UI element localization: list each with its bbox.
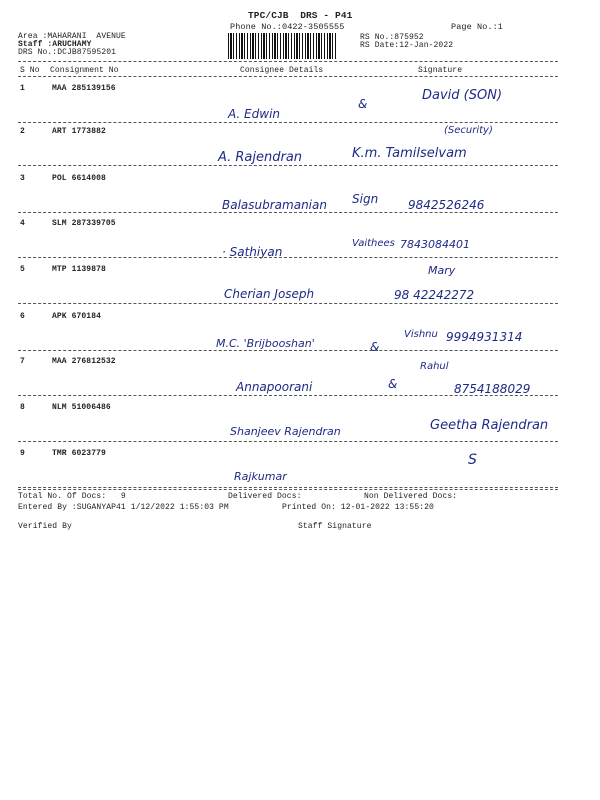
- receiver-signature: David (SON): [422, 88, 503, 103]
- barcode: [228, 33, 336, 59]
- staff-label: Staff :ARUCHAMY: [18, 40, 92, 49]
- row-divider: [18, 487, 558, 488]
- column-consignment: Consignment No: [50, 66, 119, 75]
- divider: [18, 76, 558, 77]
- row-divider: [18, 165, 558, 166]
- row-consignment-number: NLM 51006486: [52, 403, 111, 412]
- row-serial-number: 2: [20, 127, 25, 136]
- drs-number: DRS No.:DCJB87595201: [18, 48, 117, 57]
- phone-number: Phone No.:0422-3505555: [230, 22, 345, 32]
- document-title: TPC/CJB DRS - P41: [248, 10, 353, 21]
- consignee-mark: &: [388, 377, 398, 391]
- consignee-name: Shanjeev Rajendran: [230, 425, 341, 438]
- row-consignment-number: MAA 276812532: [52, 357, 116, 366]
- page-number: Page No.:1: [451, 22, 504, 32]
- row-divider: [18, 395, 558, 396]
- receiver-signature: S: [468, 452, 477, 468]
- receiver-signature: Rahul: [420, 361, 449, 372]
- printed-on: Printed On: 12-01-2022 13:55:20: [282, 503, 434, 512]
- receiver-signature: Vishnu: [404, 329, 438, 340]
- receiver-signature: Mary: [428, 264, 456, 277]
- delivered-docs: Delivered Docs:: [228, 492, 302, 501]
- row-consignment-number: SLM 287339705: [52, 219, 116, 228]
- consignee-name: Rajkumar: [234, 470, 287, 483]
- divider: [18, 489, 558, 490]
- row-serial-number: 5: [20, 265, 25, 274]
- consignee-name: A. Rajendran: [218, 150, 303, 165]
- row-consignment-number: APK 670184: [52, 312, 102, 321]
- consignee-name: Cherian Joseph: [224, 287, 315, 301]
- consignee-name: · Sathiyan: [222, 245, 283, 259]
- row-serial-number: 4: [20, 219, 25, 228]
- receiver-signature: Vaithees: [352, 238, 395, 249]
- receiver-signature: K.m. Tamilselvam: [352, 146, 467, 161]
- receiver-phone: 9994931314: [446, 330, 523, 344]
- entered-by: Entered By :SUGANYAP41 1/12/2022 1:55:03 PM: [18, 503, 229, 512]
- row-serial-number: 9: [20, 449, 25, 458]
- receiver-phone: 9842526246: [408, 198, 485, 212]
- row-serial-number: 8: [20, 403, 25, 412]
- non-delivered-docs: Non Delivered Docs:: [364, 492, 458, 501]
- column-signature: Signature: [418, 66, 463, 75]
- consignee-name: Balasubramanian: [222, 198, 327, 212]
- row-consignment-number: POL 6614008: [52, 174, 106, 183]
- receiver-phone: 7843084401: [400, 238, 470, 251]
- row-consignment-number: MAA 285139156: [52, 84, 116, 93]
- row-divider: [18, 257, 558, 258]
- divider: [18, 61, 558, 62]
- rs-number: RS No.:875952: [360, 33, 424, 42]
- receiver-phone: (Security): [444, 125, 493, 136]
- row-serial-number: 6: [20, 312, 25, 321]
- consignee-mark: &: [370, 340, 380, 354]
- receiver-signature: Geetha Rajendran: [430, 418, 549, 433]
- row-consignment-number: TMR 6023779: [52, 449, 106, 458]
- receiver-phone: 98 42242272: [394, 288, 475, 302]
- area-label: Area :MAHARANI AVENUE: [18, 32, 126, 41]
- row-divider: [18, 122, 558, 123]
- column-consignee: Consignee Details: [240, 66, 324, 75]
- row-serial-number: 3: [20, 174, 25, 183]
- row-divider: [18, 350, 558, 351]
- consignee-name: Annapoorani: [236, 380, 313, 394]
- receiver-signature: Sign: [352, 192, 379, 206]
- column-sno: S No: [20, 66, 40, 75]
- consignee-name: M.C. 'Brijbooshan': [216, 337, 315, 350]
- total-docs: Total No. Of Docs: 9: [18, 492, 126, 501]
- row-consignment-number: ART 1773882: [52, 127, 106, 136]
- row-serial-number: 1: [20, 84, 25, 93]
- row-divider: [18, 303, 558, 304]
- verified-by: Verified By: [18, 522, 72, 531]
- receiver-phone: 8754188029: [454, 382, 531, 396]
- consignee-mark: &: [358, 97, 368, 111]
- staff-signature: Staff Signature: [298, 522, 372, 531]
- row-consignment-number: MTP 1139878: [52, 265, 106, 274]
- rs-date: RS Date:12-Jan-2022: [360, 41, 454, 50]
- row-divider: [18, 212, 558, 213]
- row-serial-number: 7: [20, 357, 25, 366]
- row-divider: [18, 441, 558, 442]
- consignee-name: A. Edwin: [228, 107, 281, 121]
